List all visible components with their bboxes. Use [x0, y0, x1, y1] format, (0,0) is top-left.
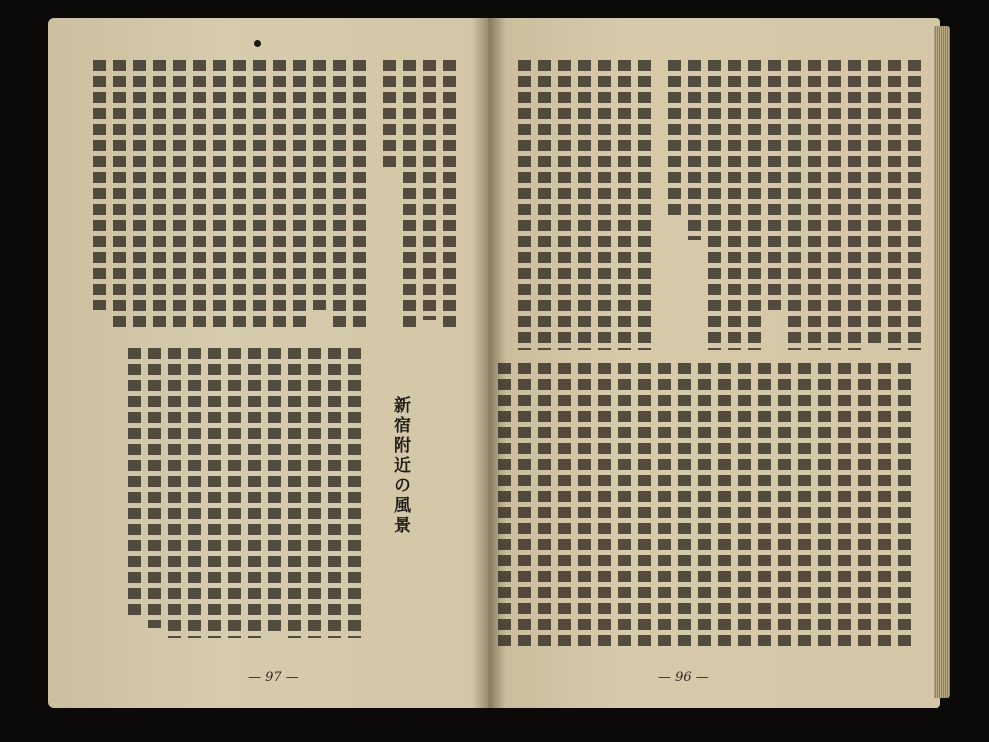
section-heading: 新宿附近の風景 [390, 396, 410, 536]
right-page [488, 18, 940, 708]
page-number-right: — 96 — [658, 670, 709, 685]
ink-spot [254, 40, 261, 47]
page-edges [934, 26, 950, 698]
page-number-left: — 97 — [248, 670, 299, 685]
left-page [48, 18, 488, 708]
